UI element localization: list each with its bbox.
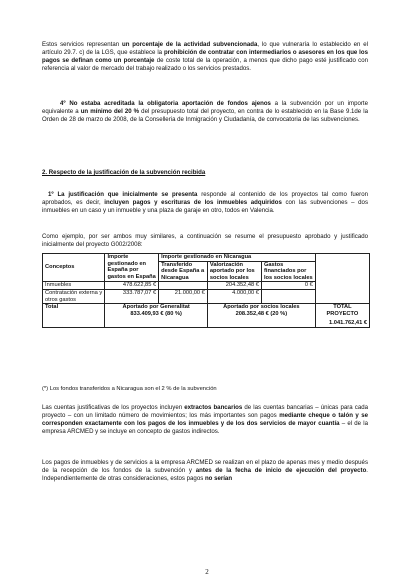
cell-inmuebles-valorizacion: 204.352,48 €	[207, 282, 261, 290]
cell-contratacion-valorizacion: 4.000,00 €	[207, 289, 261, 303]
text-bold: incluyen pagos y escrituras de los inmuebles adquiridos	[104, 198, 282, 206]
header-gastos-financiados: Gastos financiados por los socios locales	[261, 261, 315, 282]
text: de las cuentas bancarias – únicas para cada proyecto – con un limitado número de movimientos; los más importantes son pagos	[42, 404, 368, 419]
total-generalitat-label: Aportado por Generalitat	[122, 304, 190, 311]
row-label-total: Total	[43, 304, 105, 328]
text: con las subvenciones – dos inmuebles en un caso y un inmueble y una plaza de garaje en otro, todos en Valencia.	[42, 198, 368, 214]
paragraph-arcmed-percentage	[42, 41, 368, 73]
text: responde al contenido de los proyectos tal como fueron aprobados, es decir,	[42, 191, 368, 206]
text-bold: prohibición de contratar con intermediarios o asesores en los que los pagos se definan como un porcentaje	[42, 48, 368, 64]
header-valorizacion: Valorización aportado por los socios locales	[207, 261, 261, 282]
text: a la subvención por un importe equivalente a	[42, 100, 368, 115]
empty-cell	[315, 254, 369, 304]
page-number: 2	[205, 568, 209, 576]
total-proyecto-value: 1.041.762,41 €	[329, 320, 367, 327]
paragraph-pagos	[42, 459, 368, 483]
row-label-inmuebles: Inmuebles	[43, 282, 105, 290]
text-bold: La justificación que inicialmente se presenta	[57, 191, 198, 198]
text: Los pagos de inmuebles y de servicios a la empresa ARCMED se realizan en el plazo de apenas mes y medio después de la recepción de los fondos de la subvención y	[42, 459, 368, 474]
cell-inmuebles-espana: 478.622,85 €	[105, 282, 159, 290]
cell-inmuebles-transferido	[159, 282, 208, 290]
paragraph-justificacion	[42, 191, 368, 215]
cell-contratacion-gastos	[261, 289, 315, 303]
cell-total-generalitat	[105, 304, 207, 328]
text: . Independientemente de otras consideraciones, estos pagos	[42, 466, 368, 482]
text-bold: extractos bancarios	[184, 404, 243, 411]
cell-contratacion-espana: 333.787,07 €	[105, 289, 159, 303]
cell-total-proyecto	[315, 304, 369, 328]
budget-table	[42, 253, 370, 328]
total-proyecto-label: TOTAL PROYECTO	[326, 304, 359, 317]
text-bold: 4º No estaba acreditada la obligatoria aportación de fondos ajenos	[60, 100, 271, 107]
header-conceptos: Conceptos	[43, 254, 105, 282]
text: – el de la empresa ARCMED y se incluye en concepto de gastos indirectos.	[42, 419, 368, 435]
paragraph-cuentas	[42, 404, 368, 436]
text-bold: antes de la fecha de inicio de ejecución del proyecto	[195, 466, 367, 474]
text-bold: mediante cheque o talón y se corresponden exactamente con los pagos de los inmuebles y de los dos servicios de mayor cuantía	[42, 411, 368, 427]
cell-total-socios	[207, 304, 315, 328]
total-socios-label: Aportado por socios locales	[223, 304, 300, 311]
total-socios-value: 208.352,48 € (20 %)	[235, 310, 288, 317]
table-total-row	[43, 304, 370, 328]
text: de coste total de la operación, a menos que dicho pago esté justificado con referencia al valor de mercado del trabajo realizado o los servicios prestados.	[42, 56, 369, 72]
section-heading: 2. Respecto de la justificación de la subvención recibida	[42, 169, 206, 176]
total-generalitat-value: 833.409,93 € (80 %)	[130, 310, 182, 317]
text-bold: no serían	[204, 474, 233, 482]
paragraph-ejemplo: Como ejemplo, por ser ambos muy similares, a continuación se resume el presupuesto aprobado y justificado inicialmente del proyecto G002/2008:	[42, 233, 368, 248]
cell-contratacion-transferido: 21.000,00 €	[159, 289, 208, 303]
table-header-row	[43, 254, 370, 262]
text-bold: un mínimo del 20 %	[80, 107, 140, 115]
header-importe-nicaragua: Importe gestionado en Nicaragua	[159, 254, 316, 262]
table-footnote: (*) Los fondos transferidos a Nicaragua son el 2 % de la subvención	[42, 386, 217, 392]
text: , lo que vulneraría lo establecido en el artículo 29.7. c) de la LGS, que establece la	[42, 41, 368, 56]
header-importe-espana: Importe gestionado en España por gastos en España	[105, 254, 159, 282]
text: Las cuentas justificativas de los proyectos incluyen	[42, 404, 185, 411]
text: Estos servicios representan	[42, 41, 122, 48]
paragraph-fondos-ajenos	[42, 100, 368, 124]
text-bold: un porcentaje de la actividad subvencionada	[121, 41, 258, 48]
text: del presupuesto total del proyecto, en contra de lo establecido en la Base 9.1de la Orden de 28 de marzo de 2008, de la Conselleria de Inmigración y Ciudadanía, de convocatoria de las subvenciones.	[42, 107, 369, 123]
text-bold: 1º	[48, 191, 58, 198]
row-label-contratacion: Contratación externa y otros gastos	[43, 289, 105, 303]
cell-inmuebles-gastos: 0 €	[261, 282, 315, 290]
header-transferido: Transferido desde España a Nicaragua	[159, 261, 208, 282]
